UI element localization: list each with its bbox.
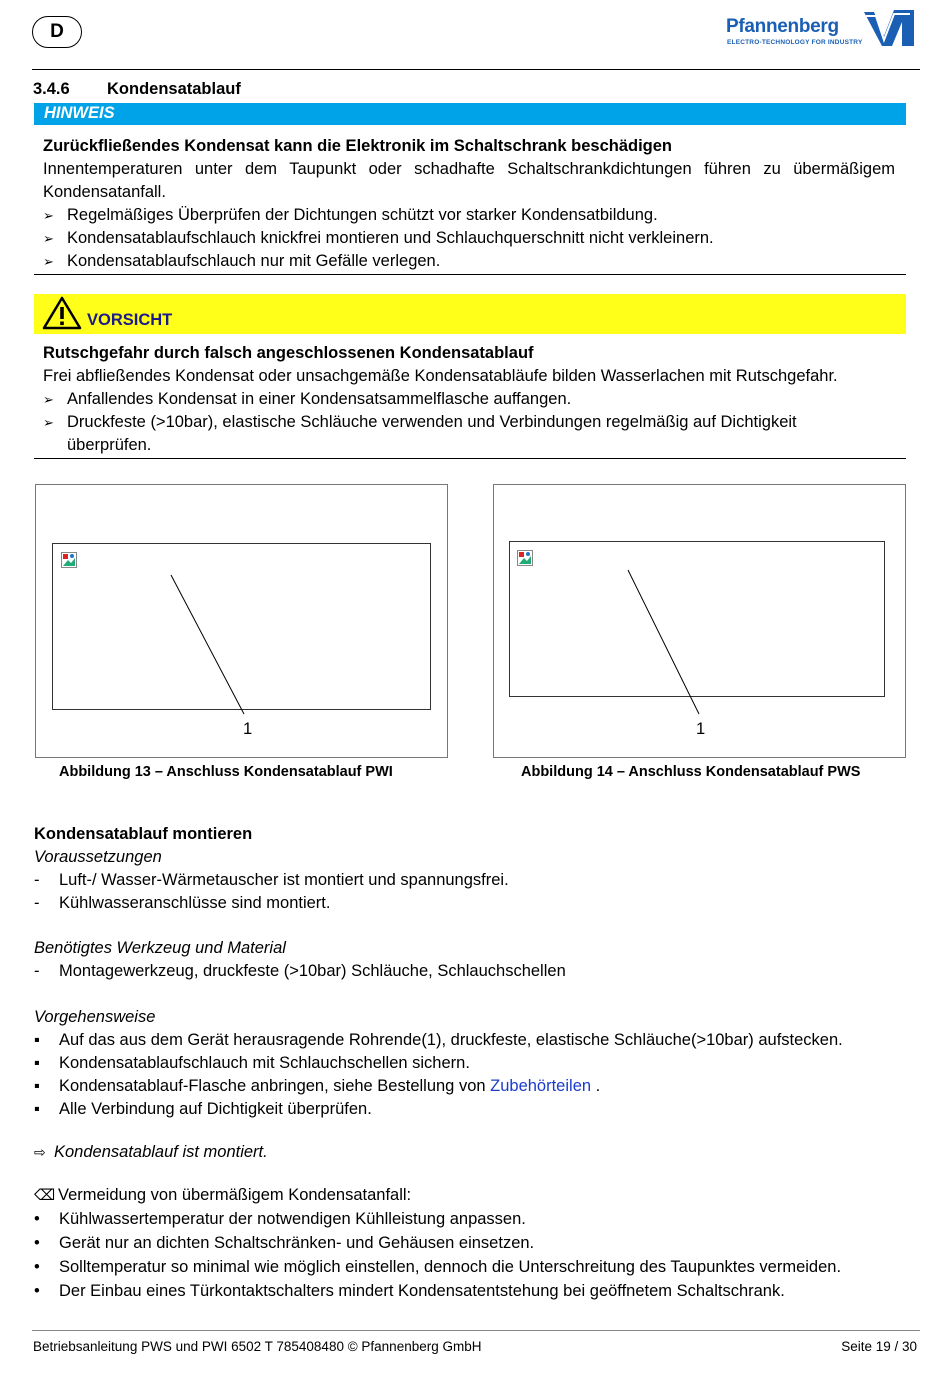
result-arrow-icon: ⇨ <box>34 1144 46 1160</box>
vorsicht-bullet <box>43 390 571 409</box>
install-heading: Kondensatablauf montieren <box>34 825 253 843</box>
warning-triangle-icon <box>42 296 82 330</box>
result-line <box>34 1143 268 1162</box>
procedure-step-text: Kondensatablauf-Flasche anbringen, siehe Bestellung von <box>59 1077 486 1095</box>
procedure-step-text: Alle Verbindung auf Dichtigkeit überprüfen. <box>59 1100 372 1118</box>
vorsicht-banner <box>34 294 906 334</box>
prereq-item-text: Luft-/ Wasser-Wärmetauscher ist montiert und spannungsfrei. <box>59 871 509 889</box>
vorsicht-bullet-continuation: überprüfen. <box>67 436 152 454</box>
footer-document-info: Betriebsanleitung PWS und PWI 6502 T 785408480 © Pfannenberg GmbH <box>33 1339 482 1354</box>
procedure-step-text: Auf das aus dem Gerät herausragende Rohrende(1), druckfeste, elastische Schläuche(>10bar) aufstecken. <box>59 1031 843 1049</box>
link-suffix: . <box>591 1077 601 1095</box>
procedure-step <box>34 1054 470 1073</box>
tip-item-text: Gerät nur an dichten Schaltschränken- und Gehäusen einsetzen. <box>59 1234 535 1252</box>
vorsicht-bullet <box>43 413 797 432</box>
figure-13-caption: Abbildung 13 – Anschluss Kondensatablauf PWI <box>59 764 393 780</box>
hinweis-rule <box>34 274 906 275</box>
hinweis-label: HINWEIS <box>44 104 115 122</box>
round-bullet-icon: • <box>34 1258 40 1276</box>
tip-item <box>34 1210 526 1229</box>
arrow-bullet-icon: ➢ <box>43 208 54 223</box>
figure-14-caption: Abbildung 14 – Anschluss Kondensatablauf PWS <box>521 764 861 780</box>
square-bullet-icon: ▪ <box>34 1077 40 1095</box>
logo-name: Pfannenberg <box>726 16 839 37</box>
vorsicht-label: VORSICHT <box>87 311 173 329</box>
result-text: Kondensatablauf ist montiert. <box>54 1143 268 1161</box>
tip-item <box>34 1258 841 1277</box>
tip-item-text: Solltemperatur so minimal wie möglich einstellen, dennoch die Unterschreitung des Taupunktes vermeiden. <box>59 1258 842 1276</box>
prereq-label: Voraussetzungen <box>34 848 162 866</box>
procedure-step <box>34 1031 843 1050</box>
square-bullet-icon: ▪ <box>34 1054 40 1072</box>
tip-item-text: Der Einbau eines Türkontaktschalters mindert Kondensatentstehung bei geöffnetem Schaltschrank. <box>59 1282 785 1300</box>
vorsicht-bullet-text: Anfallendes Kondensat in einer Kondensatsammelflasche auffangen. <box>67 390 572 408</box>
procedure-step <box>34 1077 600 1096</box>
figure-13-callout: 1 <box>243 720 253 738</box>
hinweis-heading: Zurückfließendes Kondensat kann die Elektronik im Schaltschrank beschädigen <box>43 137 673 155</box>
tip-item <box>34 1234 534 1253</box>
hinweis-banner <box>34 103 906 125</box>
hinweis-text-line2: Kondensatanfall. <box>43 183 166 201</box>
tools-label: Benötigtes Werkzeug und Material <box>34 939 286 957</box>
logo-wave-icon <box>862 6 918 48</box>
hinweis-bullet <box>43 206 658 225</box>
hinweis-bullet-text: Kondensatablaufschlauch knickfrei montieren und Schlauchquerschnitt nicht verkleinern. <box>67 229 714 247</box>
procedure-step <box>34 1100 372 1119</box>
section-number: 3.4.6 <box>33 80 70 98</box>
header-rule <box>32 69 920 70</box>
vorsicht-rule <box>34 458 906 459</box>
hinweis-text-line1: Innentemperaturen unter dem Taupunkt oder schadhafte Schaltschrankdichtungen führen zu übermäßigem <box>43 160 895 178</box>
hinweis-bullet-text: Regelmäßiges Überprüfen der Dichtungen schützt vor starker Kondensatbildung. <box>67 206 658 224</box>
tools-item: - Montagewerkzeug, druckfeste (>10bar) Schläuche, Schlauchschellen <box>34 962 566 980</box>
procedure-step-text: Kondensatablaufschlauch mit Schlauchschellen sichern. <box>59 1054 470 1072</box>
hinweis-bullet <box>43 252 440 271</box>
hinweis-bullet <box>43 229 714 248</box>
erase-hint-icon: ⌫ <box>34 1187 56 1204</box>
figure-13-leader-line <box>36 485 447 757</box>
avoid-heading <box>34 1186 411 1205</box>
prereq-item: - Kühlwasseranschlüsse sind montiert. <box>34 894 331 912</box>
logo-tagline: ELECTRO-TECHNOLOGY FOR INDUSTRY <box>727 39 863 46</box>
figure-14-frame <box>493 484 906 758</box>
figure-14-leader-line <box>494 485 905 757</box>
arrow-bullet-icon: ➢ <box>43 254 54 269</box>
vorsicht-heading: Rutschgefahr durch falsch angeschlossenen Kondensatablauf <box>43 344 534 362</box>
hinweis-bullet-text: Kondensatablaufschlauch nur mit Gefälle verlegen. <box>67 252 441 270</box>
vorsicht-bullet-text: Druckfeste (>10bar), elastische Schläuche verwenden und Verbindungen regelmäßig auf Dichtigkeit <box>67 413 797 431</box>
language-badge: D <box>32 16 82 48</box>
section-heading <box>33 80 241 99</box>
round-bullet-icon: • <box>34 1210 40 1228</box>
round-bullet-icon: • <box>34 1234 40 1252</box>
section-title: Kondensatablauf <box>107 80 241 98</box>
arrow-bullet-icon: ➢ <box>43 392 54 407</box>
square-bullet-icon: ▪ <box>34 1031 40 1049</box>
prereq-item-text: Kühlwasseranschlüsse sind montiert. <box>59 894 331 912</box>
footer-rule <box>32 1330 920 1331</box>
figure-13-frame <box>35 484 448 758</box>
tip-item <box>34 1282 785 1301</box>
pfannenberg-logo <box>722 4 918 48</box>
tip-item-text: Kühlwassertemperatur der notwendigen Kühlleistung anpassen. <box>59 1210 526 1228</box>
prereq-item: - Luft-/ Wasser-Wärmetauscher ist montiert und spannungsfrei. <box>34 871 509 889</box>
figure-14-callout: 1 <box>696 720 706 738</box>
square-bullet-icon: ▪ <box>34 1100 40 1118</box>
arrow-bullet-icon: ➢ <box>43 415 54 430</box>
arrow-bullet-icon: ➢ <box>43 231 54 246</box>
vorsicht-text: Frei abfließendes Kondensat oder unsachgemäße Kondensatabläufe bilden Wasserlachen mit Rutschgefahr. <box>43 367 838 385</box>
avoid-heading-text: Vermeidung von übermäßigem Kondensatanfall: <box>58 1186 412 1204</box>
round-bullet-icon: • <box>34 1282 40 1300</box>
tools-item-text: Montagewerkzeug, druckfeste (>10bar) Schläuche, Schlauchschellen <box>59 962 566 980</box>
procedure-label: Vorgehensweise <box>34 1008 156 1026</box>
footer-page-number: Seite 19 / 30 <box>841 1339 917 1354</box>
accessories-link[interactable]: Zubehörteilen <box>490 1077 592 1095</box>
